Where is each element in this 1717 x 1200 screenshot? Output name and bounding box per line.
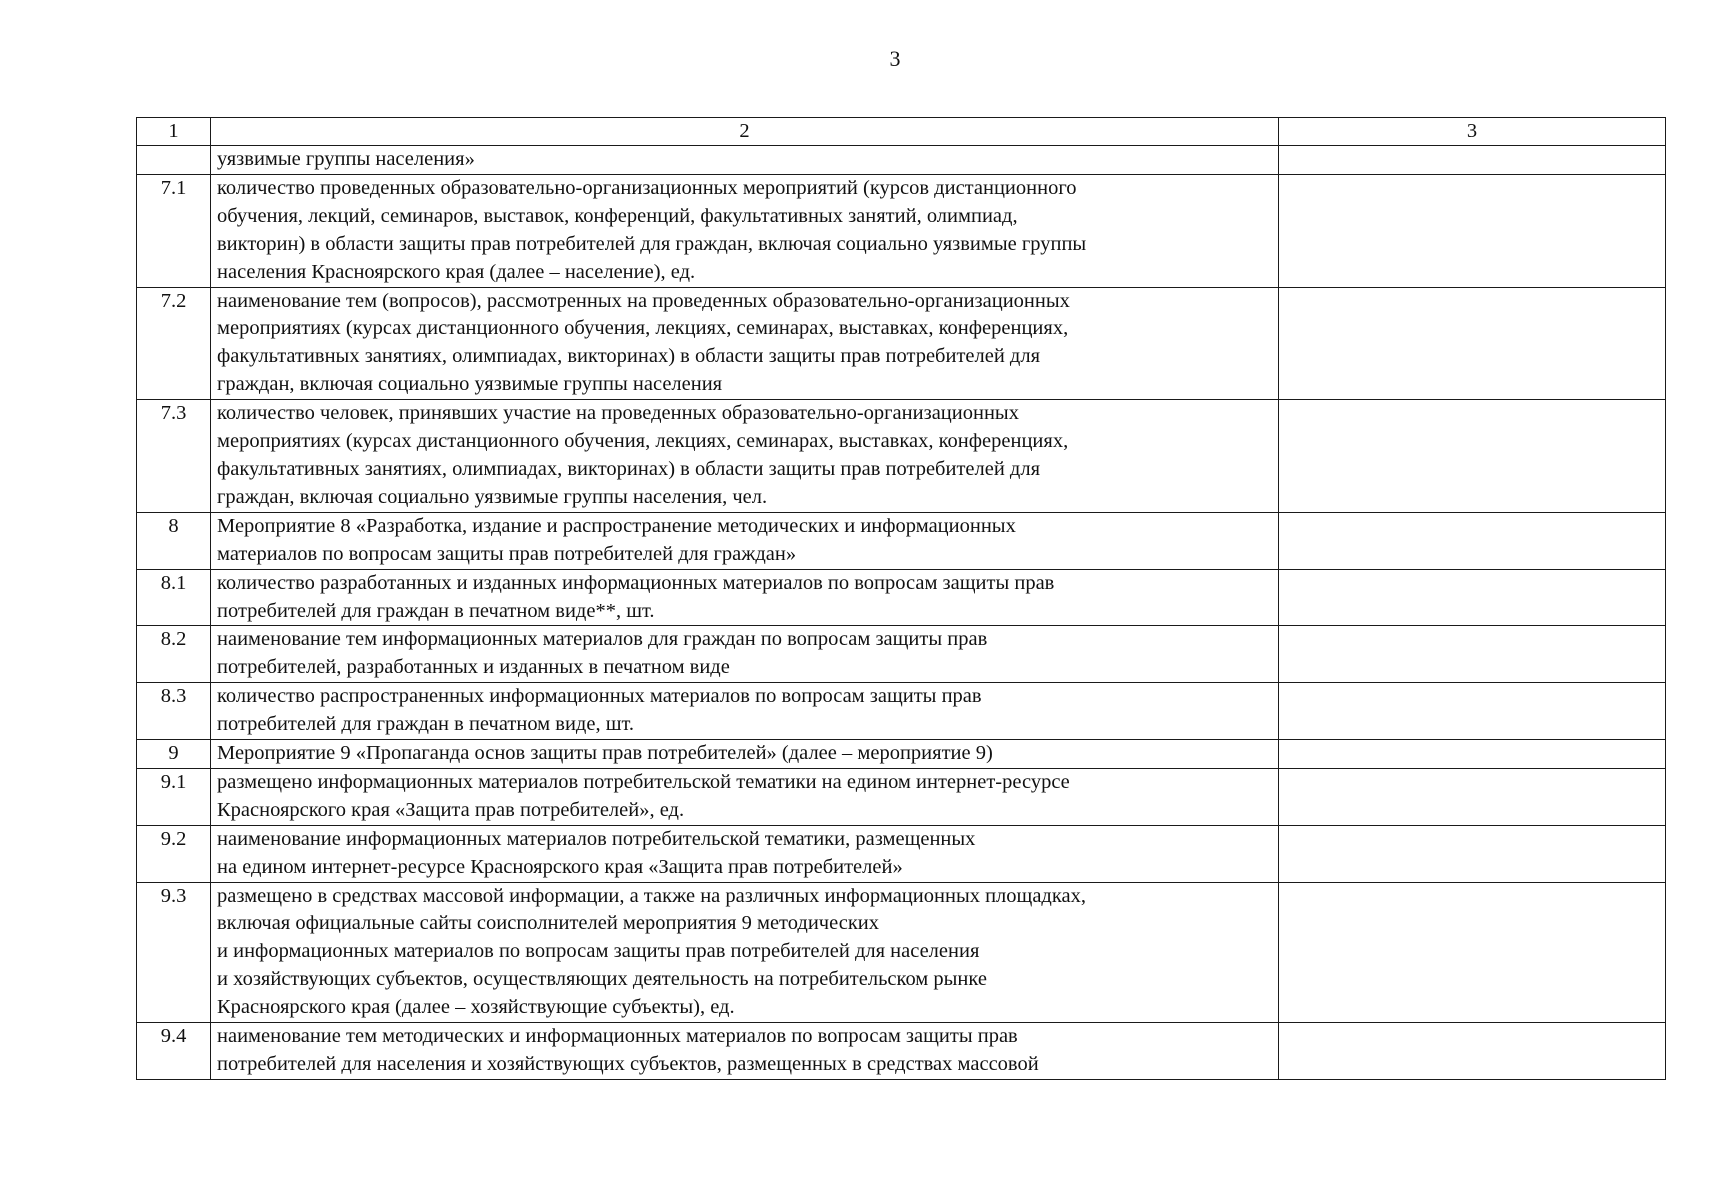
table-row	[137, 287, 1666, 400]
page-number: 3	[889, 46, 901, 71]
row-number-cell: 9.4	[137, 1023, 211, 1080]
table-row	[137, 146, 1666, 175]
row-number-cell: 8.2	[137, 626, 211, 683]
description-line: Красноярского края (далее – хозяйствующие субъекты), ед.	[217, 996, 735, 1019]
description-line: количество проведенных образовательно-организационных мероприятий (курсов дистанционного	[217, 176, 1077, 199]
table-row	[137, 1023, 1666, 1080]
row-value-cell	[1279, 768, 1666, 825]
table-header-row	[137, 118, 1666, 146]
row-value-cell	[1279, 626, 1666, 683]
row-number-cell: 9	[137, 740, 211, 769]
description-line: мероприятиях (курсах дистанционного обучения, лекциях, семинарах, выставках, конференциях,	[217, 430, 1069, 453]
description-line: размещено в средствах массовой информации, а также на различных информационных площадках,	[217, 884, 1086, 907]
row-description-cell	[211, 400, 1279, 513]
description-line: обучения, лекций, семинаров, выставок, конференций, факультативных занятий, олимпиад,	[217, 204, 1018, 227]
row-description-cell	[211, 683, 1279, 740]
row-number-cell: 9.2	[137, 825, 211, 882]
description-line: Мероприятие 9 «Пропаганда основ защиты прав потребителей» (далее – мероприятие 9)	[217, 742, 993, 765]
description-line: наименование информационных материалов потребительской тематики, размещенных	[217, 827, 976, 850]
description-line: факультативных занятиях, олимпиадах, викторинах) в области защиты прав потребителей для	[217, 457, 1041, 480]
row-value-cell	[1279, 740, 1666, 769]
indicators-table	[136, 117, 1666, 1080]
row-value-cell	[1279, 400, 1666, 513]
table-row	[137, 512, 1666, 569]
description-line: Мероприятие 8 «Разработка, издание и распространение методических и информационных	[217, 514, 1016, 537]
row-description-cell	[211, 740, 1279, 769]
row-value-cell	[1279, 512, 1666, 569]
table-row	[137, 569, 1666, 626]
table-row	[137, 174, 1666, 287]
description-line: количество человек, принявших участие на проведенных образовательно-организационных	[217, 402, 1019, 425]
description-line: наименование тем методических и информационных материалов по вопросам защиты прав	[217, 1025, 1018, 1048]
column-header-1: 1	[137, 118, 211, 146]
table-row	[137, 825, 1666, 882]
row-description-cell	[211, 146, 1279, 175]
row-value-cell	[1279, 569, 1666, 626]
description-line: граждан, включая социально уязвимые группы населения, чел.	[217, 485, 768, 508]
description-line: потребителей для граждан в печатном виде, шт.	[217, 713, 635, 736]
row-value-cell	[1279, 174, 1666, 287]
row-number-cell	[137, 146, 211, 175]
description-line: уязвимые группы населения»	[217, 148, 475, 170]
description-line: граждан, включая социально уязвимые группы населения	[217, 373, 723, 396]
description-line: мероприятиях (курсах дистанционного обучения, лекциях, семинарах, выставках, конференциях,	[217, 317, 1069, 340]
description-line: потребителей для граждан в печатном виде**, шт.	[217, 599, 655, 622]
description-line: наименование тем информационных материалов для граждан по вопросам защиты прав	[217, 628, 988, 651]
description-line: размещено информационных материалов потребительской тематики на едином интернет-ресурсе	[217, 770, 1070, 793]
row-description-cell	[211, 1023, 1279, 1080]
description-line: количество распространенных информационных материалов по вопросам защиты прав	[217, 685, 982, 708]
row-description-cell	[211, 174, 1279, 287]
row-description-cell	[211, 569, 1279, 626]
table-row	[137, 882, 1666, 1023]
row-description-cell	[211, 825, 1279, 882]
description-line: включая официальные сайты соисполнителей мероприятия 9 методических	[217, 912, 880, 935]
description-line: населения Красноярского края (далее – население), ед.	[217, 260, 696, 283]
row-value-cell	[1279, 683, 1666, 740]
row-value-cell	[1279, 1023, 1666, 1080]
table-row	[137, 400, 1666, 513]
row-number-cell: 8	[137, 512, 211, 569]
row-number-cell: 7.2	[137, 287, 211, 400]
description-line: количество разработанных и изданных информационных материалов по вопросам защиты прав	[217, 571, 1055, 594]
description-line: наименование тем (вопросов), рассмотренных на проведенных образовательно-организационных	[217, 289, 1070, 312]
row-value-cell	[1279, 146, 1666, 175]
row-value-cell	[1279, 882, 1666, 1023]
row-number-cell: 8.3	[137, 683, 211, 740]
row-description-cell	[211, 287, 1279, 400]
row-value-cell	[1279, 825, 1666, 882]
description-line: факультативных занятиях, олимпиадах, викторинах) в области защиты прав потребителей для	[217, 345, 1041, 368]
row-description-cell	[211, 882, 1279, 1023]
table-row	[137, 626, 1666, 683]
row-number-cell: 9.3	[137, 882, 211, 1023]
row-description-cell	[211, 768, 1279, 825]
description-line: Красноярского края «Защита прав потребителей», ед.	[217, 798, 685, 821]
column-header-3: 3	[1279, 118, 1666, 146]
table-row	[137, 768, 1666, 825]
description-line: потребителей, разработанных и изданных в печатном виде	[217, 656, 730, 679]
description-line: на едином интернет-ресурсе Красноярского края «Защита прав потребителей»	[217, 855, 903, 878]
table-row	[137, 683, 1666, 740]
description-line: потребителей для населения и хозяйствующих субъектов, размещенных в средствах массовой	[217, 1053, 1039, 1075]
column-header-2: 2	[211, 118, 1279, 146]
row-number-cell: 7.3	[137, 400, 211, 513]
description-line: материалов по вопросам защиты прав потребителей для граждан»	[217, 542, 797, 565]
description-line: викторин) в области защиты прав потребителей для граждан, включая социально уязвимые группы	[217, 232, 1087, 255]
table-row	[137, 740, 1666, 769]
table-body	[137, 118, 1666, 1080]
row-number-cell: 8.1	[137, 569, 211, 626]
row-description-cell	[211, 626, 1279, 683]
description-line: и информационных материалов по вопросам защиты прав потребителей для населения	[217, 940, 980, 963]
description-line: и хозяйствующих субъектов, осуществляющих деятельность на потребительском рынке	[217, 968, 987, 991]
row-number-cell: 7.1	[137, 174, 211, 287]
row-description-cell	[211, 512, 1279, 569]
row-number-cell: 9.1	[137, 768, 211, 825]
row-value-cell	[1279, 287, 1666, 400]
